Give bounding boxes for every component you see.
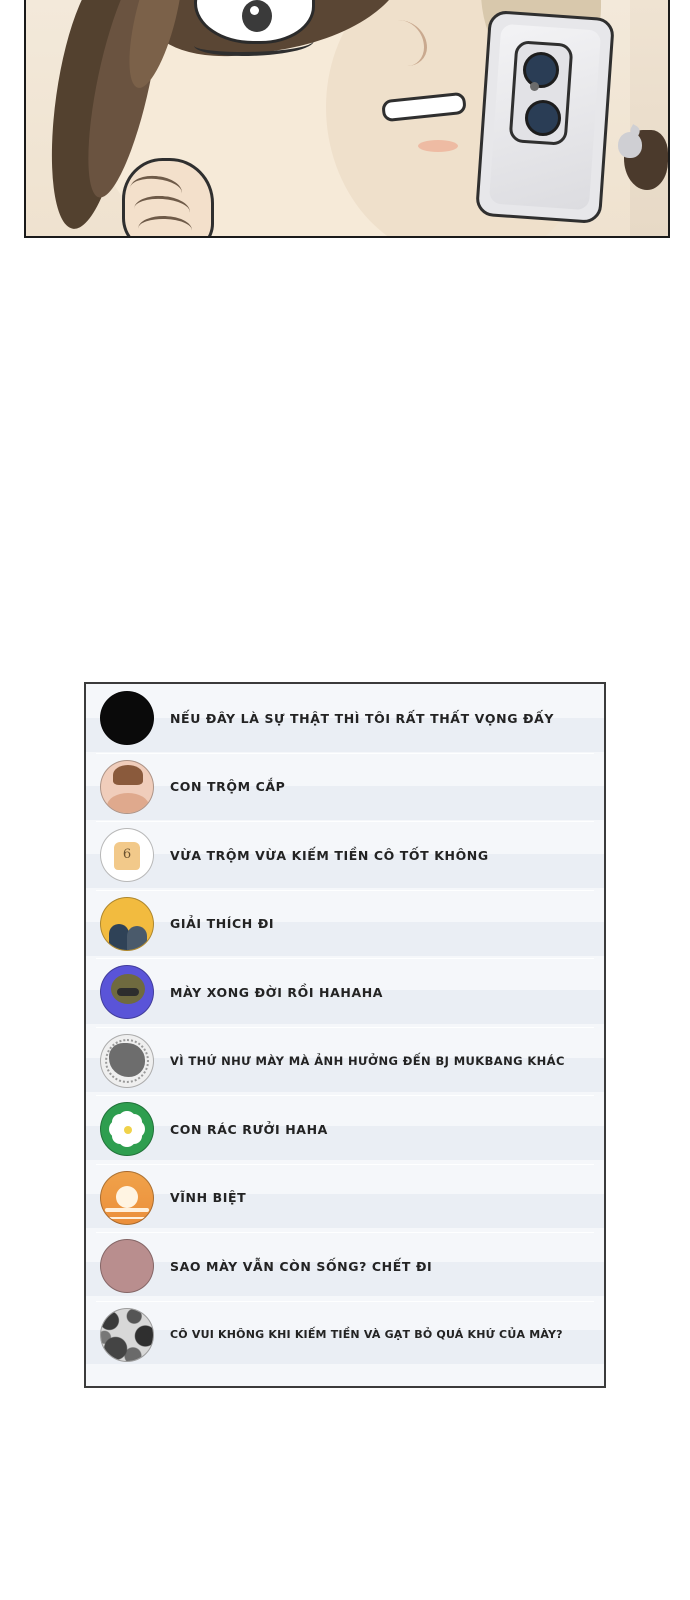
apple-logo-icon bbox=[618, 132, 642, 158]
comment-text: NẾU ĐÂY LÀ SỰ THẬT THÌ TÔI RẤT THẤT VỌNG ĐẤY bbox=[170, 710, 555, 726]
list-item[interactable] bbox=[86, 753, 604, 822]
comment-text: SAO MÀY VẪN CÒN SỐNG? CHẾT ĐI bbox=[170, 1258, 433, 1274]
avatar bbox=[100, 1239, 154, 1293]
list-item[interactable] bbox=[86, 1232, 604, 1301]
camera-flash-icon bbox=[530, 82, 539, 91]
avatar bbox=[100, 1102, 154, 1156]
pupil-icon bbox=[242, 0, 272, 32]
list-item[interactable] bbox=[86, 958, 604, 1027]
blush-mark bbox=[418, 140, 458, 152]
comic-panel bbox=[24, 0, 670, 238]
comment-text: CON RÁC RƯỞI HAHA bbox=[170, 1121, 328, 1137]
list-item[interactable] bbox=[86, 1164, 604, 1233]
avatar bbox=[100, 965, 154, 1019]
avatar bbox=[100, 1171, 154, 1225]
comment-list-panel bbox=[84, 682, 606, 1388]
comment-text: VĨNH BIỆT bbox=[170, 1190, 247, 1206]
comment-text: CÔ VUI KHÔNG KHI KIẾM TIỀN VÀ GẠT BỎ QUÁ KHỨ CỦA MÀY? bbox=[170, 1328, 563, 1342]
avatar bbox=[100, 897, 154, 951]
avatar bbox=[100, 1034, 154, 1088]
comment-text: VỪA TRỘM VỪA KIẾM TIỀN CÔ TỐT KHÔNG bbox=[170, 847, 489, 863]
avatar bbox=[100, 691, 154, 745]
list-item[interactable] bbox=[86, 1027, 604, 1096]
panel-right-shade bbox=[630, 0, 670, 236]
camera-lens-icon bbox=[525, 100, 561, 136]
list-item[interactable] bbox=[86, 821, 604, 890]
avatar bbox=[100, 828, 154, 882]
comment-text: MÀY XONG ĐỜI RỒI HAHAHA bbox=[170, 984, 384, 1000]
list-item[interactable] bbox=[86, 890, 604, 959]
list-item[interactable] bbox=[86, 684, 604, 753]
camera-lens-icon bbox=[523, 52, 559, 88]
comment-text: VÌ THỨ NHƯ MÀY MÀ ẢNH HƯỞNG ĐẾN BJ MUKBANG KHÁC bbox=[170, 1053, 565, 1068]
comment-text: CON TRỘM CẮP bbox=[170, 779, 286, 795]
list-item[interactable] bbox=[86, 1301, 604, 1370]
comment-text: GIẢI THÍCH ĐI bbox=[170, 916, 275, 932]
avatar bbox=[100, 760, 154, 814]
avatar bbox=[100, 1308, 154, 1362]
pupil-glint bbox=[250, 6, 259, 15]
comment-list bbox=[86, 684, 604, 1369]
list-item[interactable] bbox=[86, 1095, 604, 1164]
